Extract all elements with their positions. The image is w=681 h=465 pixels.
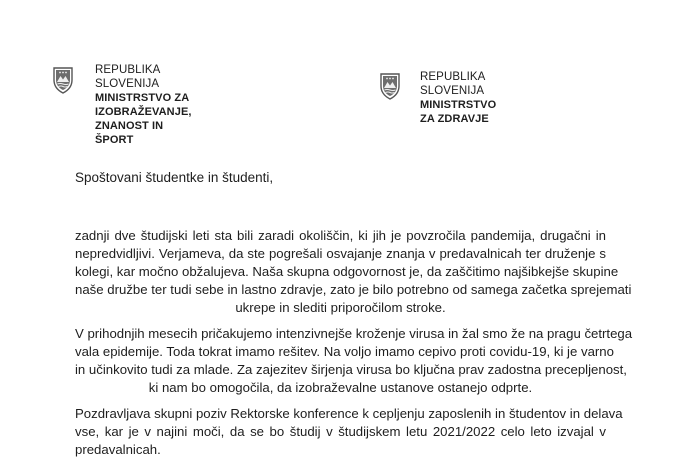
text-line: kolegi, kar močno obžalujeva. Naša skupna odgovornost je, da zaščitimo najšibkejše skupine [75, 264, 619, 279]
coat-of-arms-icon [379, 72, 401, 100]
paragraph-3 [75, 405, 623, 459]
greeting: Spoštovani študentke in študenti, [75, 170, 274, 185]
header-right-line2: MINISTRSTVO ZA ZDRAVJE [420, 99, 497, 125]
header-left-line3: ZNANOST IN ŠPORT [95, 120, 164, 146]
text-line: predavalnicah. [75, 442, 161, 457]
text-line: vala epidemije. Toda tokrat imamo rešitev. Na voljo imamo cepivo proti covidu-19, ki je varno [75, 344, 614, 359]
text-line: zadnji dve študijski leti sta bili zaradi okoliščin, ki jih je povzročila pandemija, drugačni in [75, 228, 606, 243]
text-line: Pozdravljava skupni poziv Rektorske konference k cepljenju zaposlenih in študentov in delava [75, 406, 623, 421]
text-line: vse, kar je v najini moči, da se bo študij v študijskem letu 2021/2022 celo leto izvajal v [75, 424, 606, 439]
header-right-line1: REPUBLIKA SLOVENIJA [420, 71, 485, 97]
text-line: in učinkovito tudi za mlade. Za zajezitev širjenja virusa bo ključna prav zadostna precepljenost, [75, 362, 627, 377]
text-line: nepredvidljivi. Verjameva, da ste pogrešali osvajanje znanja v predavalnicah ter druženje s [75, 246, 606, 261]
text-line: naše družbe ter tudi sebe in lastno zdravje, zato je bilo potrebno od samega začetka sprejemati [75, 282, 632, 297]
header-left-line2: MINISTRSTVO ZA IZOBRAŽEVANJE, [95, 92, 192, 118]
text-line: ukrepe in slediti priporočilom stroke. [235, 300, 446, 315]
coat-of-arms-icon [52, 66, 74, 94]
header-left-line1: REPUBLIKA SLOVENIJA [95, 64, 160, 90]
paragraph-2 [75, 325, 633, 397]
paragraph-1 [75, 227, 632, 317]
text-line: V prihodnjih mesecih pričakujemo intenzivnejše kroženje virusa in žal smo že na pragu četrtega [75, 326, 633, 341]
text-line: ki nam bo omogočila, da izobraževalne ustanove ostanejo odprte. [148, 380, 533, 395]
